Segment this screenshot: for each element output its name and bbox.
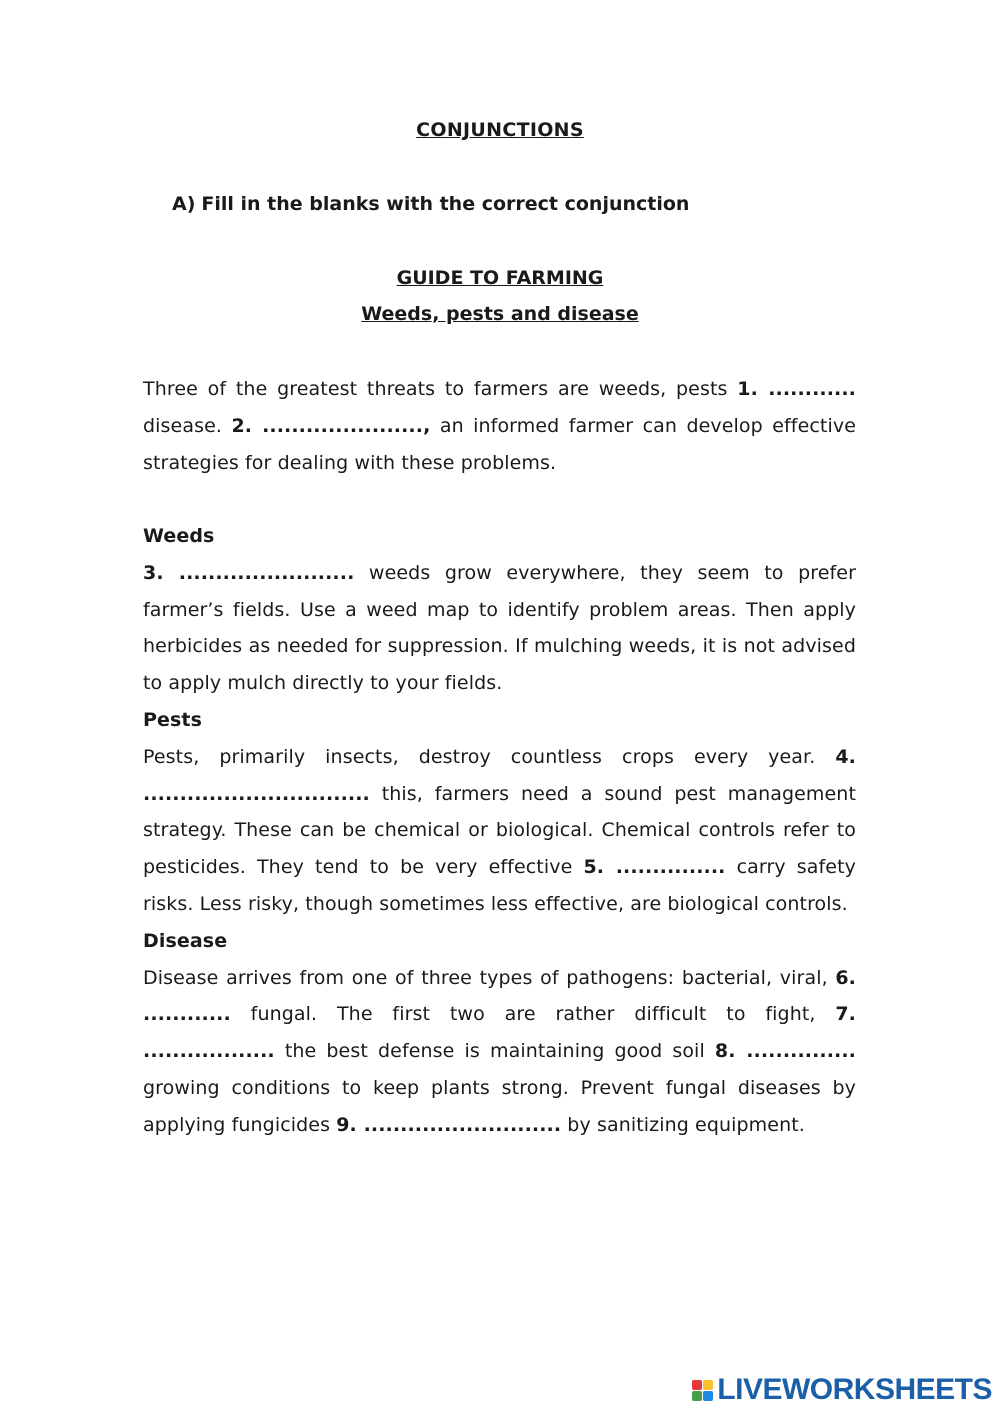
logo-square xyxy=(692,1380,702,1390)
blank-2[interactable]: 2. ......................, xyxy=(231,414,431,437)
weeds-text: weeds grow everywhere, they seem to prefer farmer’s fields. Use a weed map to identify problem areas. Then apply herbicides as needed for suppression. If mulching weeds, it is not advised to apply mulch directly to your fields. xyxy=(143,561,856,695)
blank-8[interactable]: 8. ............... xyxy=(714,1040,856,1063)
intro-paragraph xyxy=(143,371,856,481)
instruction-marker: A) xyxy=(172,193,196,215)
disease-paragraph xyxy=(143,960,856,1144)
pests-text: carry safety risks. Less risky, though sometimes less effective, are biological controls. xyxy=(143,856,856,915)
intro-text: disease. xyxy=(143,414,232,437)
blank-5[interactable]: 5. ............... xyxy=(583,856,726,879)
weeds-paragraph xyxy=(143,555,856,702)
blank-6[interactable]: 6. ............ xyxy=(143,966,856,1026)
pests-text: this, farmers need a sound pest management strategy. These can be chemical or biological. Chemical controls refer to pesticides. They tend to be very effective xyxy=(143,782,856,879)
blank-4[interactable]: 4. ............................... xyxy=(143,745,856,805)
blank-3[interactable]: 3. ........................ xyxy=(143,561,355,584)
blank-9[interactable]: 9. ........................... xyxy=(336,1113,562,1136)
logo-text: LIVEWORKSHEETS xyxy=(717,1373,992,1406)
logo-mark-icon xyxy=(692,1380,713,1401)
intro-text: Three of the greatest threats to farmers are weeds, pests xyxy=(143,378,738,400)
disease-text: fungal. The first two are rather difficult to fight, xyxy=(230,1003,836,1026)
instruction xyxy=(172,193,689,215)
guide-subtitle: Weeds, pests and disease xyxy=(361,303,639,325)
logo-square xyxy=(703,1380,713,1390)
disease-text: by sanitizing equipment. xyxy=(561,1113,805,1136)
logo-square xyxy=(703,1391,713,1401)
worksheet-title: CONJUNCTIONS xyxy=(416,119,584,141)
pests-text: Pests, primarily insects, destroy countless crops every year. xyxy=(143,745,836,768)
disease-text: Disease arrives from one of three types of pathogens: bacterial, viral, xyxy=(143,966,836,989)
instruction-text: Fill in the blanks with the correct conjunction xyxy=(201,193,690,215)
section-heading-pests: Pests xyxy=(143,708,203,731)
logo-square xyxy=(692,1391,702,1401)
intro-text: an informed farmer can develop effective strategies for dealing with these problems. xyxy=(143,414,856,474)
blank-7[interactable]: 7. .................. xyxy=(143,1003,856,1063)
liveworksheets-logo xyxy=(692,1373,992,1407)
guide-title: GUIDE TO FARMING xyxy=(396,267,604,289)
section-heading-weeds: Weeds xyxy=(143,525,215,547)
main-sections xyxy=(143,518,856,1144)
blank-1[interactable]: 1. ............ xyxy=(737,378,857,400)
pests-paragraph xyxy=(143,739,856,923)
disease-text: growing conditions to keep plants strong. Prevent fungal diseases by applying fungicides xyxy=(143,1076,856,1136)
section-heading-disease: Disease xyxy=(143,929,228,952)
disease-text: the best defense is maintaining good soil xyxy=(274,1040,715,1063)
